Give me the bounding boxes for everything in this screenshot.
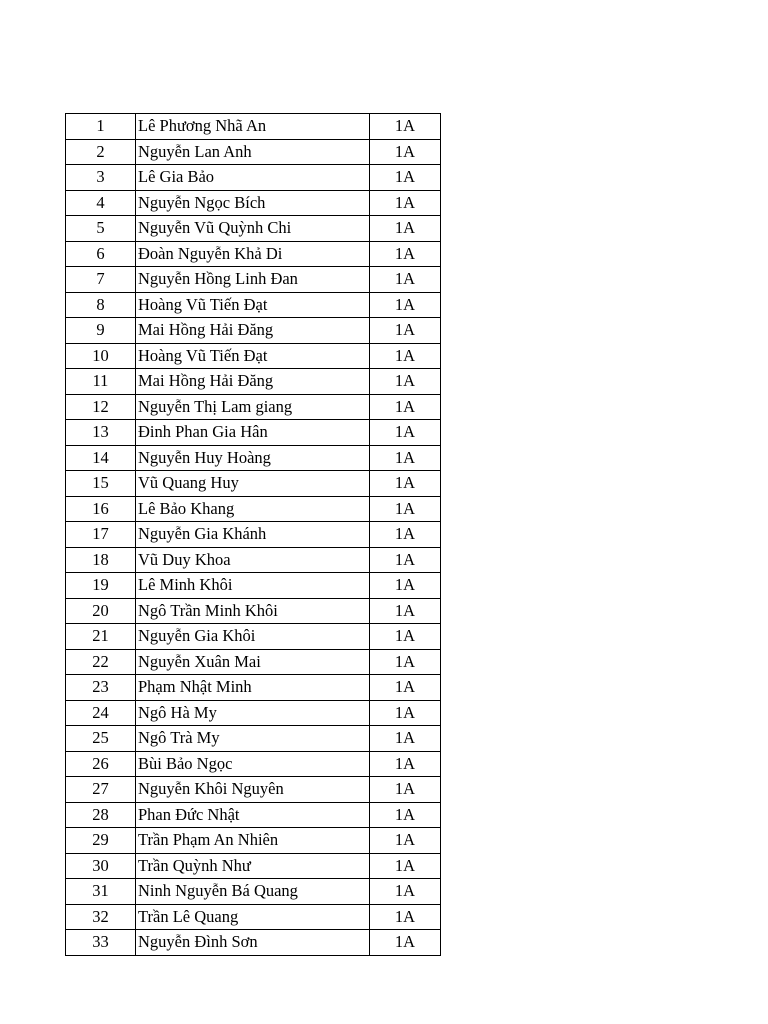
class-cell: 1A — [370, 394, 441, 420]
row-number-cell: 16 — [66, 496, 136, 522]
student-name-cell: Lê Gia Bảo — [136, 165, 370, 191]
student-name-cell: Lê Minh Khôi — [136, 573, 370, 599]
table-row — [66, 139, 441, 165]
table-row — [66, 930, 441, 956]
row-number-cell: 23 — [66, 675, 136, 701]
student-name-cell: Lê Phương Nhã An — [136, 114, 370, 140]
table-row — [66, 598, 441, 624]
student-name-cell: Nguyễn Huy Hoàng — [136, 445, 370, 471]
row-number-cell: 9 — [66, 318, 136, 344]
class-cell: 1A — [370, 267, 441, 293]
student-name-cell: Mai Hồng Hải Đăng — [136, 318, 370, 344]
table-row — [66, 547, 441, 573]
table-row — [66, 853, 441, 879]
row-number-cell: 8 — [66, 292, 136, 318]
table-row — [66, 700, 441, 726]
student-name-cell: Nguyễn Khôi Nguyên — [136, 777, 370, 803]
class-cell: 1A — [370, 700, 441, 726]
class-cell: 1A — [370, 292, 441, 318]
class-cell: 1A — [370, 675, 441, 701]
row-number-cell: 5 — [66, 216, 136, 242]
row-number-cell: 22 — [66, 649, 136, 675]
row-number-cell: 26 — [66, 751, 136, 777]
class-cell: 1A — [370, 624, 441, 650]
row-number-cell: 14 — [66, 445, 136, 471]
class-cell: 1A — [370, 496, 441, 522]
student-name-cell: Nguyễn Gia Khánh — [136, 522, 370, 548]
class-cell: 1A — [370, 573, 441, 599]
row-number-cell: 29 — [66, 828, 136, 854]
table-row — [66, 573, 441, 599]
student-name-cell: Ngô Trần Minh Khôi — [136, 598, 370, 624]
student-name-cell: Bùi Bảo Ngọc — [136, 751, 370, 777]
student-name-cell: Đinh Phan Gia Hân — [136, 420, 370, 446]
class-cell: 1A — [370, 420, 441, 446]
row-number-cell: 7 — [66, 267, 136, 293]
class-cell: 1A — [370, 930, 441, 956]
row-number-cell: 28 — [66, 802, 136, 828]
table-row — [66, 904, 441, 930]
row-number-cell: 4 — [66, 190, 136, 216]
class-cell: 1A — [370, 139, 441, 165]
student-roster-table — [65, 113, 441, 956]
student-name-cell: Phạm Nhật Minh — [136, 675, 370, 701]
class-cell: 1A — [370, 598, 441, 624]
table-row — [66, 165, 441, 191]
student-name-cell: Nguyễn Thị Lam giang — [136, 394, 370, 420]
student-name-cell: Ngô Trà My — [136, 726, 370, 752]
class-cell: 1A — [370, 369, 441, 395]
class-cell: 1A — [370, 522, 441, 548]
student-name-cell: Nguyễn Xuân Mai — [136, 649, 370, 675]
row-number-cell: 15 — [66, 471, 136, 497]
student-name-cell: Trần Lê Quang — [136, 904, 370, 930]
table-row — [66, 241, 441, 267]
row-number-cell: 6 — [66, 241, 136, 267]
table-row — [66, 318, 441, 344]
table-row — [66, 471, 441, 497]
class-cell: 1A — [370, 726, 441, 752]
table-row — [66, 420, 441, 446]
roster-body — [66, 114, 441, 956]
class-cell: 1A — [370, 751, 441, 777]
table-row — [66, 216, 441, 242]
table-row — [66, 649, 441, 675]
row-number-cell: 10 — [66, 343, 136, 369]
class-cell: 1A — [370, 318, 441, 344]
table-row — [66, 190, 441, 216]
table-row — [66, 394, 441, 420]
row-number-cell: 27 — [66, 777, 136, 803]
student-name-cell: Hoàng Vũ Tiến Đạt — [136, 343, 370, 369]
row-number-cell: 31 — [66, 879, 136, 905]
table-row — [66, 802, 441, 828]
row-number-cell: 13 — [66, 420, 136, 446]
row-number-cell: 30 — [66, 853, 136, 879]
class-cell: 1A — [370, 777, 441, 803]
table-row — [66, 522, 441, 548]
row-number-cell: 11 — [66, 369, 136, 395]
student-name-cell: Phan Đức Nhật — [136, 802, 370, 828]
student-name-cell: Đoàn Nguyễn Khả Di — [136, 241, 370, 267]
row-number-cell: 17 — [66, 522, 136, 548]
table-row — [66, 675, 441, 701]
table-row — [66, 369, 441, 395]
student-name-cell: Lê Bảo Khang — [136, 496, 370, 522]
row-number-cell: 24 — [66, 700, 136, 726]
table-row — [66, 292, 441, 318]
student-name-cell: Nguyễn Hồng Linh Đan — [136, 267, 370, 293]
class-cell: 1A — [370, 649, 441, 675]
table-row — [66, 726, 441, 752]
row-number-cell: 12 — [66, 394, 136, 420]
class-cell: 1A — [370, 547, 441, 573]
table-row — [66, 343, 441, 369]
row-number-cell: 21 — [66, 624, 136, 650]
student-name-cell: Hoàng Vũ Tiến Đạt — [136, 292, 370, 318]
student-name-cell: Vũ Quang Huy — [136, 471, 370, 497]
row-number-cell: 32 — [66, 904, 136, 930]
table-row — [66, 828, 441, 854]
student-name-cell: Mai Hồng Hải Đăng — [136, 369, 370, 395]
class-cell: 1A — [370, 445, 441, 471]
student-name-cell: Nguyễn Vũ Quỳnh Chi — [136, 216, 370, 242]
table-row — [66, 267, 441, 293]
student-name-cell: Trần Phạm An Nhiên — [136, 828, 370, 854]
table-row — [66, 624, 441, 650]
class-cell: 1A — [370, 853, 441, 879]
class-cell: 1A — [370, 190, 441, 216]
student-name-cell: Ninh Nguyễn Bá Quang — [136, 879, 370, 905]
table-row — [66, 879, 441, 905]
row-number-cell: 3 — [66, 165, 136, 191]
table-row — [66, 777, 441, 803]
document-page — [65, 113, 441, 956]
student-name-cell: Ngô Hà My — [136, 700, 370, 726]
class-cell: 1A — [370, 165, 441, 191]
student-name-cell: Nguyễn Lan Anh — [136, 139, 370, 165]
table-row — [66, 751, 441, 777]
row-number-cell: 19 — [66, 573, 136, 599]
class-cell: 1A — [370, 828, 441, 854]
student-name-cell: Nguyễn Gia Khôi — [136, 624, 370, 650]
student-name-cell: Vũ Duy Khoa — [136, 547, 370, 573]
class-cell: 1A — [370, 802, 441, 828]
class-cell: 1A — [370, 471, 441, 497]
row-number-cell: 2 — [66, 139, 136, 165]
student-name-cell: Nguyễn Ngọc Bích — [136, 190, 370, 216]
class-cell: 1A — [370, 343, 441, 369]
table-row — [66, 496, 441, 522]
row-number-cell: 25 — [66, 726, 136, 752]
class-cell: 1A — [370, 904, 441, 930]
table-row — [66, 445, 441, 471]
class-cell: 1A — [370, 114, 441, 140]
row-number-cell: 18 — [66, 547, 136, 573]
class-cell: 1A — [370, 216, 441, 242]
table-row — [66, 114, 441, 140]
student-name-cell: Nguyễn Đình Sơn — [136, 930, 370, 956]
class-cell: 1A — [370, 241, 441, 267]
row-number-cell: 20 — [66, 598, 136, 624]
student-name-cell: Trần Quỳnh Như — [136, 853, 370, 879]
class-cell: 1A — [370, 879, 441, 905]
row-number-cell: 1 — [66, 114, 136, 140]
row-number-cell: 33 — [66, 930, 136, 956]
